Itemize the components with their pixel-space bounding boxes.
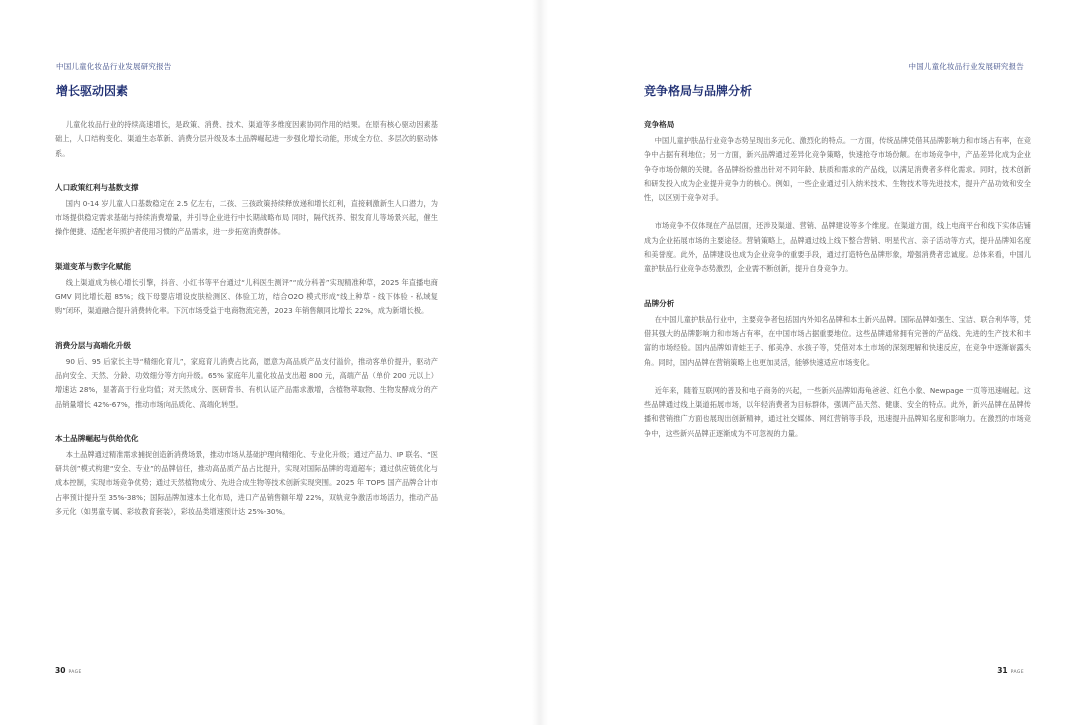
subsection-body: 90 后、95 后家长主导“精细化育儿”，家庭育儿消费占比高，愿意为高品质产品支付溢价，推动客单价提升，驱动产品向安全、天然、分龄、功效细分等方向升级。65% 家庭年儿童化妆品支出超 800 元，高端产品（单价 200 元以上）增速达 28%，显著高于行业均值；对天然成分、医研背书、有机认证产品需求激增，含植物萃取物、生物发酵成分的产品销量增长 42%-67%，推动市场向品质化、高端化转型。 bbox=[55, 356, 438, 409]
intro-paragraph: 儿童化妆品行业的持续高速增长，是政策、消费、技术、渠道等多维度因素协同作用的结果。在原有核心驱动因素基础上，人口结构变化、渠道生态革新、消费分层升级及本土品牌崛起进一步强化增长动能，形成全方位、多层次的驱动体系。 bbox=[55, 120, 438, 158]
subsection-heading: 竞争格局 bbox=[644, 120, 675, 129]
subsection-heading: 渠道变革与数字化赋能 bbox=[55, 261, 131, 271]
subsection-body: 市场竞争不仅体现在产品层面，还涉及渠道、营销、品牌建设等多个维度。在渠道方面，线上电商平台和线下实体店铺成为企业拓展市场的主要途径。营销策略上，品牌通过线上线下整合营销、明星代言、亲子活动等方式，提升品牌知名度和美誉度。此外，品牌建设也成为企业竞争的重要手段，通过打造特色品牌形象，增强消费者忠诚度。总体来看，中国儿童护肤品行业竞争态势激烈，企业需不断创新，提升自身竞争力。 bbox=[644, 221, 1031, 274]
page-number-label: PAGE bbox=[68, 670, 82, 675]
running-header: 中国儿童化妆品行业发展研究报告 bbox=[56, 62, 172, 71]
subsection-heading: 人口政策红利与基数支撑 bbox=[55, 182, 139, 192]
section-title: 竞争格局与品牌分析 bbox=[644, 84, 753, 98]
subsection-body: 近年来，随着互联网的普及和电子商务的兴起，一些新兴品牌如海龟爸爸、红色小象、Newpage 一页等迅速崛起。这些品牌通过线上渠道拓展市场，以年轻消费者为目标群体，强调产品天然、健康、安全的特点。此外，新兴品牌在品牌传播和营销推广方面也展现出创新精神，通过社交媒体、网红营销等手段，迅速提升品牌知名度和影响力。在激烈的市场竞争中，这些新兴品牌正逐渐成为不可忽视的力量。 bbox=[644, 385, 1031, 438]
subsection-body: 中国儿童护肤品行业竞争态势呈现出多元化、激烈化的特点。一方面，传统品牌凭借其品牌影响力和市场占有率，在竞争中占据有利地位；另一方面，新兴品牌通过差异化竞争策略，快速抢夺市场份额。在市场竞争中，产品差异化成为企业争夺市场份额的关键。各品牌纷纷推出针对不同年龄、肤质和需求的产品线，以满足消费者多样化需求。同时，技术创新和研发投入成为企业提升竞争力的核心。例如，一些企业通过引入纳米技术、生物技术等先进技术，提升产品功效和安全性，以区别于竞争对手。 bbox=[644, 136, 1031, 203]
left-page-content bbox=[55, 118, 438, 519]
section-title: 增长驱动因素 bbox=[56, 84, 129, 98]
right-page-content bbox=[644, 118, 1031, 441]
right-page bbox=[540, 0, 1080, 725]
subsection-body: 国内 0-14 岁儿童人口基数稳定在 2.5 亿左右，二孩、三孩政策持续释放递和增长红利，直接刺激新生人口潜力，为市场提供稳定需求基础与持续消费增量，并引导企业进行中长期战略布局 同时，隔代抚养、银发育儿等场景兴起，催生操作便捷、适配老年照护者使用习惯的产品需求，进一步拓宽消费群体。 bbox=[55, 198, 438, 237]
page-number-value: 31 bbox=[997, 666, 1008, 675]
page-number-label: PAGE bbox=[1010, 670, 1024, 675]
page-number bbox=[55, 666, 82, 675]
subsection-heading: 品牌分析 bbox=[644, 298, 675, 308]
subsection-heading: 本土品牌崛起与供给优化 bbox=[55, 433, 139, 443]
subsection-heading: 消费分层与高端化升级 bbox=[55, 340, 131, 350]
subsection-body: 本土品牌通过精准需求捕捉创造新消费场景，推动市场从基础护理向精细化、专业化升级；通过产品力、IP 联名、“医研共创”模式构建“安全、专业”的品牌信任，推动高品质产品占比提升，实现对国际品牌的弯道超车；通过供应链优化与成本控制，实现市场竞争优势；通过天然植物成分、先进合成生物等技术创新实现突围。2025 年 TOP5 国产品牌合计市占率预计提升至 35%-38%；国际品牌加速本土化布局，进口产品销售额年增 22%，双轨竞争激活市场活力，推动产品多元化（如男童专属、彩妆教育套装），彩妆品类增速预计达 25%-30%。 bbox=[55, 449, 438, 517]
page-number-value: 30 bbox=[55, 666, 66, 675]
subsection-body: 线上渠道成为核心增长引擎，抖音、小红书等平台通过“儿科医生测评”“成分科普”实现精准种草，2025 年直播电商 GMV 同比增长超 85%；线下母婴店增设皮肤检测区、体验工坊，结合O2O 模式形成“线上种草 - 线下体验 - 私域复购”闭环，渠道融合提升消费转化率。下沉市场受益于电商物流完善，2023 年销售额同比增长 22%，成为新增长极。 bbox=[55, 277, 438, 316]
page-number bbox=[997, 666, 1024, 675]
running-header: 中国儿童化妆品行业发展研究报告 bbox=[908, 62, 1024, 71]
subsection-body: 在中国儿童护肤品行业中，主要竞争者包括国内外知名品牌和本土新兴品牌。国际品牌如强生、宝洁、联合利华等，凭借其强大的品牌影响力和市场占有率，在中国市场占据重要地位。这些品牌通常拥有完善的产品线、先进的生产技术和丰富的市场经验。国内品牌如青蛙王子、郁美净、水孩子等，凭借对本土市场的深刻理解和快速反应，在竞争中逐渐崭露头角。同时，国内品牌在营销策略上也更加灵活，能够快速适应市场变化。 bbox=[644, 314, 1031, 367]
